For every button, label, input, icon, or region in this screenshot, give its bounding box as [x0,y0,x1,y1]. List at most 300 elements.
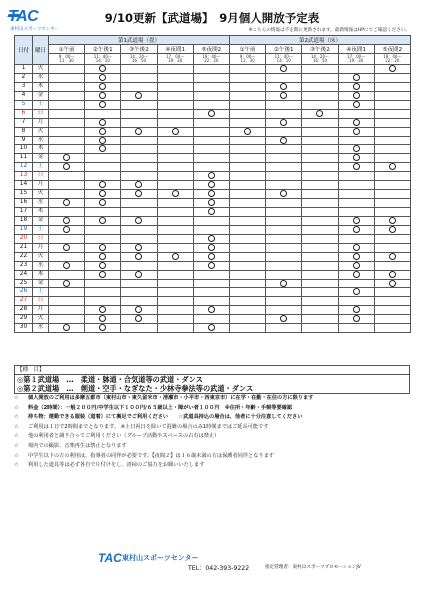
slot-cell [338,118,374,127]
slot-cell [157,225,193,234]
slot-cell [374,324,410,333]
slot-cell [85,199,121,208]
slot-cell [85,324,121,333]
slot-cell [157,82,193,91]
slot-cell [121,65,157,74]
available-circle-icon [99,145,106,152]
slot-cell [338,261,374,270]
table-row [15,208,411,217]
star-icon: ☆ [14,414,19,421]
footer-manager: 指定管理者：東村山スポーツプロモーションJV [265,565,361,570]
slot-cell [338,315,374,324]
slot-cell [302,306,338,315]
slot-cell [338,243,374,252]
slot-cell [229,154,265,163]
slot-cell [85,288,121,297]
slot-cell [374,315,410,324]
slot-cell [338,216,374,225]
slot-cell [121,306,157,315]
date-cell: 9 [15,136,33,145]
slot-cell [374,181,410,190]
slot-cell [193,172,229,181]
slot-cell [85,243,121,252]
slot-cell [302,252,338,261]
period-time: 11：40～ 14：10 [266,54,302,65]
available-circle-icon [353,163,360,170]
period-time: 19：40～ 22：20 [374,54,410,65]
slot-cell [85,208,121,217]
available-circle-icon [135,217,142,224]
available-circle-icon [99,83,106,90]
available-circle-icon [99,74,106,81]
date-cell: 28 [15,306,33,315]
available-circle-icon [208,253,215,260]
slot-cell [49,118,85,127]
slot-cell [374,306,410,315]
slot-cell [302,315,338,324]
schedule-table [14,35,411,333]
slot-cell [266,225,302,234]
table-row [15,225,411,234]
slot-cell [85,118,121,127]
date-cell: 13 [15,172,33,181]
available-circle-icon [63,262,70,269]
slot-cell [193,190,229,199]
footer [0,549,424,572]
period-time: 14：20～ 16：50 [121,54,157,65]
slot-cell [266,100,302,109]
available-circle-icon [353,101,360,108]
note-item [14,394,410,404]
available-circle-icon [99,306,106,313]
slot-cell [266,261,302,270]
slot-cell [49,190,85,199]
slot-cell [229,136,265,145]
logo-mark: TAC [8,8,39,25]
slot-cell [193,154,229,163]
slot-cell [157,136,193,145]
slot-cell [157,208,193,217]
slot-cell [85,136,121,145]
slot-cell [338,172,374,181]
note-text: 場内での撮影、音楽再生は禁止となります [28,442,127,449]
slot-cell [193,208,229,217]
slot-cell [302,324,338,333]
slot-cell [157,154,193,163]
slot-cell [49,324,85,333]
slot-cell [229,190,265,199]
available-circle-icon [280,137,287,144]
slot-cell [49,261,85,270]
slot-cell [193,100,229,109]
period-header: ②午後1 [266,45,302,54]
note-text: 個人開放のご利用は多摩五都市（東村山市・東久留米市・清瀬市・小平市・西東京市）に在学・在勤・在住の方に限ります [28,395,314,401]
slot-cell [266,136,302,145]
star-icon: ☆ [14,433,19,440]
available-circle-icon [280,280,287,287]
note-item [14,404,410,414]
slot-cell [266,199,302,208]
slot-cell [302,118,338,127]
slot-cell [193,288,229,297]
date-cell: 6 [15,109,33,118]
available-circle-icon [353,253,360,260]
slot-cell [121,261,157,270]
table-row [15,91,411,100]
slot-cell [193,225,229,234]
slot-cell [121,324,157,333]
available-circle-icon [353,217,360,224]
footer-logo: TAC [98,551,122,565]
slot-cell [49,315,85,324]
slot-cell [49,136,85,145]
available-circle-icon [389,217,396,224]
note-item [14,432,410,442]
dow-cell: 土 [33,100,49,109]
slot-cell [49,145,85,154]
slot-cell [157,288,193,297]
available-circle-icon [208,190,215,197]
slot-cell [374,199,410,208]
star-icon: ☆ [14,462,19,469]
slot-cell [121,100,157,109]
slot-cell [229,270,265,279]
table-row [15,252,411,261]
dow-cell: 水 [33,136,49,145]
slot-cell [193,216,229,225]
slot-cell [121,190,157,199]
slot-cell [157,297,193,306]
slot-cell [193,136,229,145]
available-circle-icon [389,226,396,233]
slot-cell [157,199,193,208]
logo-subtitle: 東村山スポーツセンター [10,27,60,32]
available-circle-icon [99,324,106,331]
slot-cell [374,118,410,127]
slot-cell [374,136,410,145]
slot-cell [49,91,85,100]
slot-cell [121,154,157,163]
star-icon: ☆ [14,404,19,411]
slot-cell [266,208,302,217]
slot-cell [85,127,121,136]
available-circle-icon [353,306,360,313]
slot-cell [85,261,121,270]
table-row [15,65,411,74]
date-cell: 1 [15,65,33,74]
slot-cell [302,270,338,279]
dow-cell: 水 [33,199,49,208]
available-circle-icon [208,306,215,313]
slot-cell [193,243,229,252]
slot-cell [374,163,410,172]
date-cell: 2 [15,73,33,82]
available-circle-icon [99,244,106,251]
slot-cell [85,73,121,82]
slot-cell [229,145,265,154]
note-item [14,461,410,471]
available-circle-icon [99,217,106,224]
slot-cell [85,154,121,163]
slot-cell [374,73,410,82]
slot-cell [266,82,302,91]
table-row [15,118,411,127]
dow-cell: 金 [33,279,49,288]
date-cell: 26 [15,288,33,297]
slot-cell [193,73,229,82]
slot-cell [121,73,157,82]
table-row [15,154,411,163]
slot-cell [157,216,193,225]
slot-cell [302,190,338,199]
dow-cell: 火 [33,315,49,324]
slot-cell [302,145,338,154]
slot-cell [338,136,374,145]
facility2-header: 第2武道場（床） [229,36,410,45]
table-row [15,270,411,279]
table-row [15,163,411,172]
slot-cell [338,234,374,243]
available-circle-icon [280,315,287,322]
available-circle-icon [135,128,142,135]
date-cell: 23 [15,261,33,270]
schedule-body [15,65,411,333]
dow-cell: 日 [33,234,49,243]
slot-cell [121,127,157,136]
slot-cell [121,279,157,288]
slot-cell [193,91,229,100]
legend-row-facility2: ◎第２武道場 … 剣道・空手・なぎなた・少林寺拳法等の武道・ダンス [17,384,254,393]
slot-cell [157,324,193,333]
available-circle-icon [208,110,215,117]
slot-cell [85,181,121,190]
available-circle-icon [353,288,360,295]
slot-cell [121,136,157,145]
available-circle-icon [389,163,396,170]
slot-cell [49,163,85,172]
slot-cell [85,172,121,181]
table-row [15,243,411,252]
footer-tel: TEL：042-393-9222 [188,565,250,572]
slot-cell [374,216,410,225]
available-circle-icon [135,190,142,197]
slot-cell [302,199,338,208]
available-circle-icon [135,244,142,251]
period-header: ④夜間1 [157,45,193,54]
slot-cell [302,109,338,118]
dow-cell: 土 [33,163,49,172]
period-header: ④夜間1 [338,45,374,54]
date-cell: 22 [15,252,33,261]
slot-cell [229,288,265,297]
slot-cell [49,181,85,190]
slot-cell [266,172,302,181]
available-circle-icon [99,119,106,126]
slot-cell [85,82,121,91]
date-cell: 21 [15,243,33,252]
slot-cell [338,190,374,199]
slot-cell [85,279,121,288]
slot-cell [193,315,229,324]
period-header: ⑤夜間2 [193,45,229,54]
slot-cell [85,306,121,315]
date-cell: 19 [15,225,33,234]
slot-cell [49,297,85,306]
slot-cell [49,154,85,163]
note-text: 中学生以下の方の利用は、指導者の同伴が必要です。【夜間２】は１６歳未満の方は保護者同伴となります [28,452,274,459]
date-cell: 8 [15,127,33,136]
period-header: ②午後1 [85,45,121,54]
legend-row-facility1: ◎第１武道場 … 柔道・躰道・合気道等の武道・ダンス [17,375,203,384]
slot-cell [302,297,338,306]
slot-cell [229,306,265,315]
available-circle-icon [99,190,106,197]
slot-cell [49,288,85,297]
slot-cell [157,109,193,118]
slot-cell [338,109,374,118]
available-circle-icon [389,253,396,260]
available-circle-icon [389,65,396,72]
slot-cell [157,270,193,279]
date-cell: 11 [15,154,33,163]
slot-cell [229,208,265,217]
slot-cell [193,324,229,333]
slot-cell [121,234,157,243]
legend [14,365,410,394]
note-item [14,442,410,452]
date-cell: 20 [15,234,33,243]
slot-cell [374,288,410,297]
slot-cell [374,145,410,154]
slot-cell [49,306,85,315]
slot-cell [121,172,157,181]
available-circle-icon [389,280,396,287]
dow-cell: 火 [33,127,49,136]
dow-cell: 火 [33,190,49,199]
slot-cell [121,181,157,190]
available-circle-icon [353,83,360,90]
slot-cell [266,91,302,100]
slot-cell [49,199,85,208]
slot-cell [266,234,302,243]
notes-list [14,394,410,471]
table-row [15,216,411,225]
slot-cell [302,243,338,252]
date-cell: 17 [15,208,33,217]
slot-cell [374,127,410,136]
available-circle-icon [353,271,360,278]
slot-cell [85,234,121,243]
table-row [15,324,411,333]
table-row [15,190,411,199]
slot-cell [302,261,338,270]
table-row [15,145,411,154]
available-circle-icon [99,199,106,206]
date-cell: 3 [15,82,33,91]
note-text: 利用した道具等は必ず各自で片付けをし、清掃のご協力をお願いいたします [28,462,205,469]
date-cell: 30 [15,324,33,333]
available-circle-icon [99,101,106,108]
slot-cell [338,199,374,208]
star-icon: ☆ [14,442,19,449]
slot-cell [302,136,338,145]
dow-cell: 水 [33,73,49,82]
available-circle-icon [353,315,360,322]
slot-cell [302,181,338,190]
slot-cell [85,297,121,306]
table-row [15,261,411,270]
table-row [15,279,411,288]
col-date-header: 日付 [15,36,33,65]
slot-cell [121,91,157,100]
slot-cell [374,279,410,288]
slot-cell [121,216,157,225]
available-circle-icon [208,262,215,269]
slot-cell [121,315,157,324]
slot-cell [338,324,374,333]
slot-cell [338,100,374,109]
slot-cell [193,65,229,74]
slot-cell [302,82,338,91]
slot-cell [229,172,265,181]
slot-cell [338,297,374,306]
slot-cell [85,145,121,154]
dow-cell: 水 [33,324,49,333]
dow-cell: 月 [33,243,49,252]
slot-cell [157,65,193,74]
slot-cell [157,190,193,199]
available-circle-icon [353,74,360,81]
slot-cell [157,315,193,324]
available-circle-icon [99,92,106,99]
slot-cell [302,127,338,136]
date-cell: 4 [15,91,33,100]
slot-cell [338,154,374,163]
slot-cell [302,91,338,100]
dow-cell: 木 [33,145,49,154]
slot-cell [338,225,374,234]
dow-cell: 水 [33,261,49,270]
slot-cell [121,225,157,234]
slot-cell [229,243,265,252]
period-time: 19：40～ 22：20 [193,54,229,65]
slot-cell [338,145,374,154]
slot-cell [229,279,265,288]
date-cell: 29 [15,315,33,324]
slot-cell [338,82,374,91]
dow-cell: 金 [33,216,49,225]
slot-cell [374,109,410,118]
slot-cell [266,127,302,136]
dow-cell: 土 [33,288,49,297]
slot-cell [157,172,193,181]
dow-cell: 日 [33,109,49,118]
date-cell: 27 [15,297,33,306]
available-circle-icon [63,324,70,331]
slot-cell [193,127,229,136]
slot-cell [121,199,157,208]
slot-cell [266,288,302,297]
date-cell: 25 [15,279,33,288]
available-circle-icon [63,217,70,224]
table-row [15,172,411,181]
slot-cell [338,288,374,297]
slot-cell [193,234,229,243]
slot-cell [266,270,302,279]
available-circle-icon [63,163,70,170]
slot-cell [266,163,302,172]
note-text: 他の利用者と譲り合ってご利用ください（グループ活動やスペースの占有は禁止） [28,433,220,440]
